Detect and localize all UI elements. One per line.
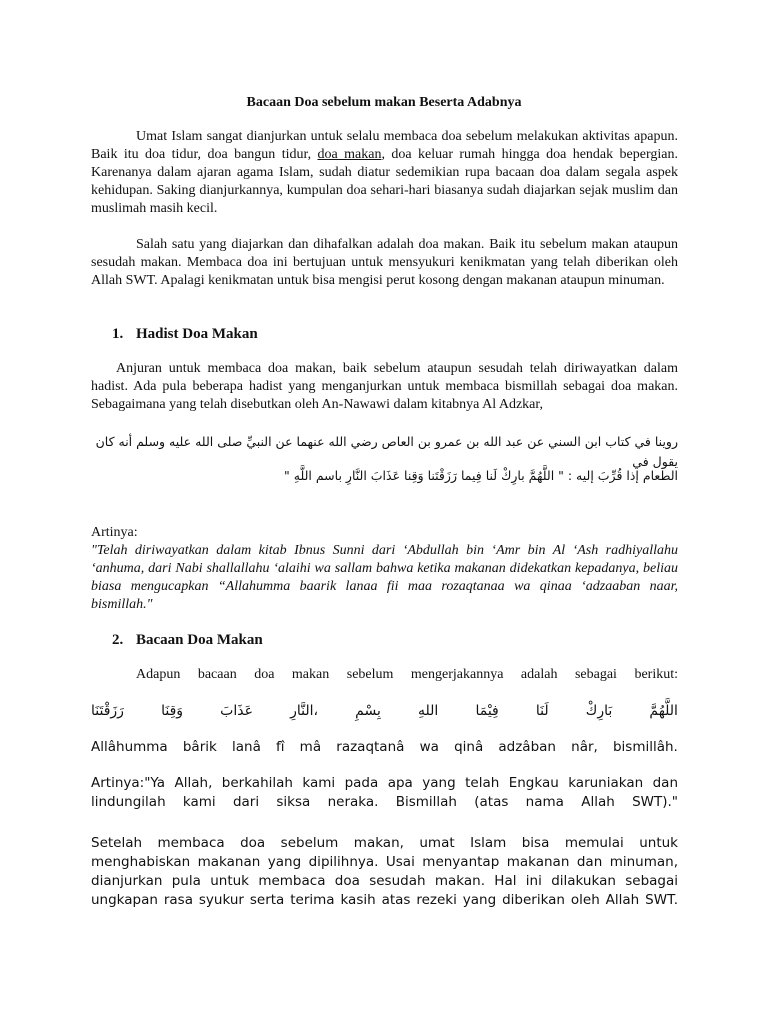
section-2-number: 2. (112, 632, 124, 648)
intro-paragraph-1-text-end: , doa keluar rumah hingga doa hendak bepergian. Karenanya dalam ajaran agama Islam, sudah diatur sedemikian rupa bacaan doa dalam segala aspek kehidupan. Saking dianjurkannya, kumpulan doa sehari-hari biasanya sudah diajarkan sejak muslim dan muslimah masih kecil. (91, 147, 679, 216)
section-1-heading (112, 324, 258, 344)
arabic-word: لَنَا (535, 703, 549, 719)
section-2-heading-text: Bacaan Doa Makan (136, 632, 263, 648)
arabic-word: فِيْمَا (475, 703, 499, 719)
section-1-heading-text: Hadist Doa Makan (136, 326, 258, 342)
intro-paragraph-1-text: Umat Islam sangat dianjurkan untuk selalu membaca doa sebelum melakukan aktivitas apapun. Baik itu doa tidur, doa bangun tidur, (91, 129, 678, 162)
doa-makan-link[interactable]: doa makan (317, 147, 382, 162)
section-2-intro: Adapun bacaan doa makan sebelum mengerjakannya adalah sebagai berikut: (136, 667, 678, 682)
translit-word: nâr, (571, 739, 598, 755)
intro-paragraph-1 (91, 128, 678, 218)
arabic-word: بَارِكْ (585, 703, 613, 719)
section-1-number: 1. (112, 326, 124, 342)
artinya-label: Artinya: (91, 525, 138, 540)
translit-word: fî (276, 739, 285, 755)
hadith-arabic-line-1: روينا في كتاب ابن السني عن عبد الله بن عمرو بن العاص رضي الله عنهما عن النبيِّ صلى الله عليه وسلم أنه كان يقول في (95, 434, 678, 469)
closing-paragraph: Setelah membaca doa sebelum makan, umat Islam bisa memulai untuk menghabiskan makanan yang dipilihnya. Usai menyantap makanan dan minuman, dianjurkan pula untuk membaca doa sesudah makan. Hal ini dilakukan sebagai ungkapan rasa syukur serta terima kasih atas rezeki yang diberikan oleh Allah SWT. (91, 835, 678, 908)
doa-translation: Artinya:"Ya Allah, berkahilah kami pada apa yang telah Engkau karuniakan dan lindungilah kami dari siksa neraka. Bismillah (atas nama Allah SWT)." (91, 775, 678, 810)
translit-word: Allâhumma (91, 739, 168, 755)
arabic-word: عَذَابَ (220, 703, 253, 719)
doa-transliteration-row (91, 738, 678, 756)
translit-word: bârik (182, 739, 217, 755)
hadith-translation: "Telah diriwayatkan dalam kitab Ibnus Sunni dari ‘Abdullah bin ‘Amr bin Al ‘Ash radhiyallahu ‘anhuma, dari Nabi shallallahu ‘alaihi wa sallam bahwa ketika makanan didekatkan kepadanya, beliau biasa mengucapkan “Allahumma baarik lanaa fii maa rozaqtanaa wa qinaa ‘adzaaban naar, bismillah." (91, 543, 678, 612)
section-2-heading (112, 630, 263, 650)
arabic-word: رَزَقْتَنَا (91, 703, 124, 719)
arabic-word: اللهِ (418, 703, 439, 719)
translit-word: lanâ (231, 739, 261, 755)
section-1-paragraph: Anjuran untuk membaca doa makan, baik sebelum ataupun sesudah telah diriwayatkan dalam hadist. Ada pula beberapa hadist yang menganjurkan untuk membaca bismillah sebagai doa makan. Sebagaimana yang telah disebutkan oleh An-Nawawi dalam kitabnya Al Adzkar, (91, 361, 678, 412)
document-title: Bacaan Doa sebelum makan Beserta Adabnya (246, 95, 522, 110)
translit-word: qinâ (454, 739, 484, 755)
translit-word: wa (419, 739, 439, 755)
translit-word: mâ (299, 739, 322, 755)
arabic-word: وَقِنَا (161, 703, 184, 719)
arabic-word: بِسْمِ (355, 703, 381, 719)
doa-arabic-row (91, 700, 678, 722)
translit-word: bismillâh. (612, 739, 678, 755)
translit-word: razaqtanâ (336, 739, 405, 755)
hadith-arabic-line-2: الطعام إذا قُرِّبَ إليه : " اللَّهُمَّ بارِكْ لَنا فِيما رَزَقْتَنا وَقِنا عَذَابَ النَّارِ باسم اللَّهِ " (284, 468, 678, 483)
arabic-word: النَّارِ، (290, 703, 319, 719)
arabic-word: اللَّهُمَّ (649, 703, 678, 719)
intro-paragraph-2: Salah satu yang diajarkan dan dihafalkan adalah doa makan. Baik itu sebelum makan ataupun sesudah makan. Membaca doa ini bertujuan untuk mensyukuri kenikmatan yang telah diberikan oleh Allah SWT. Apalagi kenikmatan untuk bisa mengisi perut kosong dengan makanan ataupun minuman. (91, 237, 678, 288)
translit-word: adzâban (498, 739, 556, 755)
